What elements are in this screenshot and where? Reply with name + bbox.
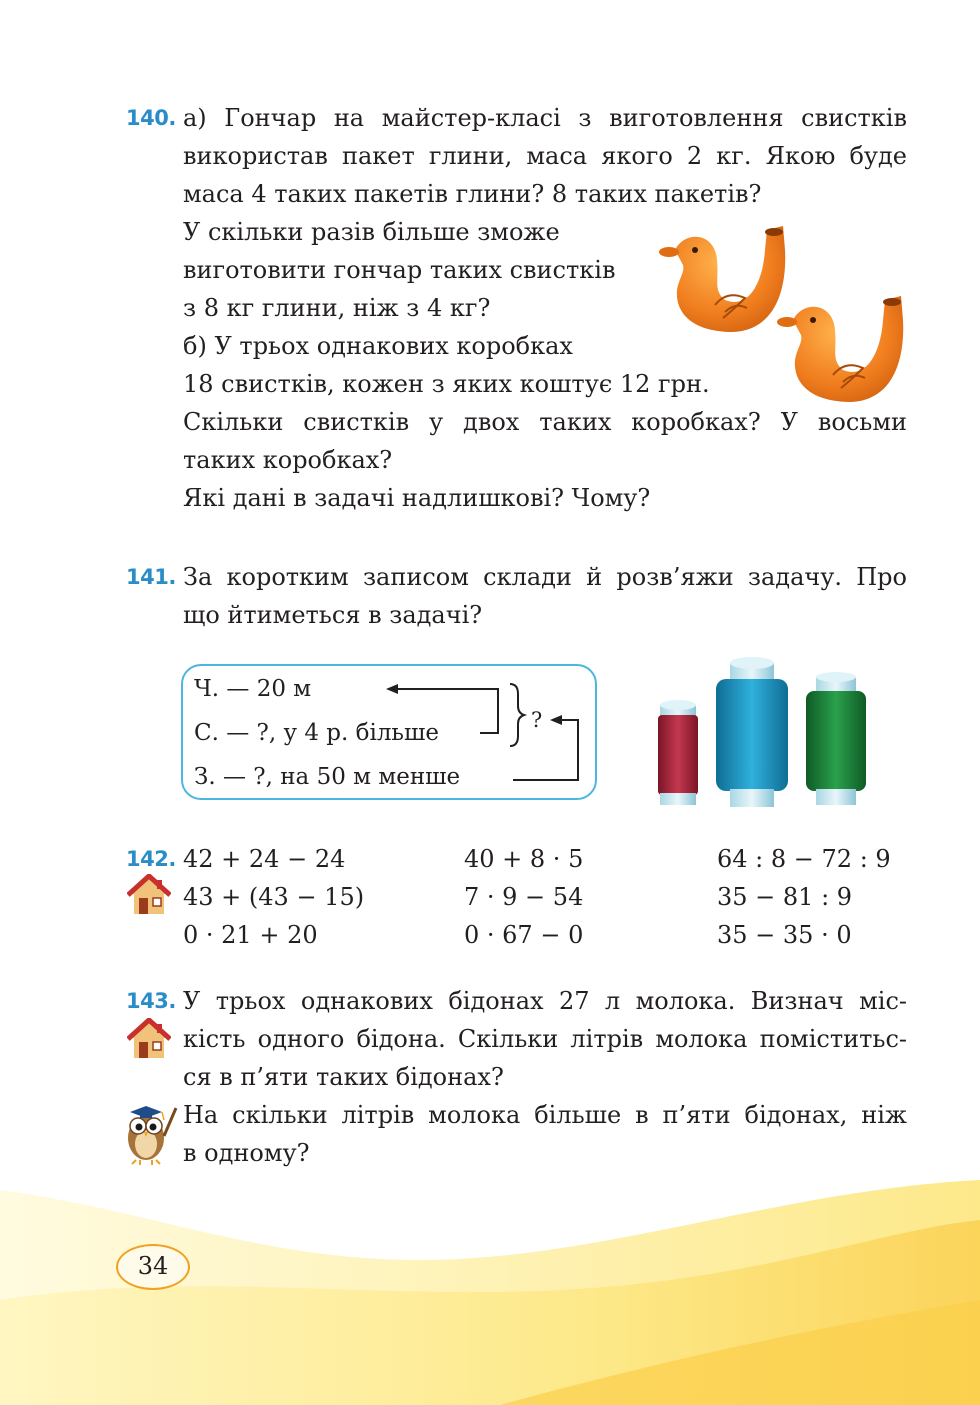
- question-mark: ?: [531, 708, 543, 732]
- task-text-line: з 8 кг глини, ніж з 4 кг?: [183, 294, 491, 322]
- task-text-line: Скільки свистків у двох таких коробках? У восьми: [183, 408, 907, 436]
- task-text-line: кість одного бідона. Скільки літрів молока поміститьс-: [183, 1025, 907, 1053]
- task-number: 142.: [126, 847, 176, 871]
- task-text-line: в одному?: [183, 1139, 310, 1167]
- scheme-line: С. — ?, у 4 р. більше: [194, 720, 439, 746]
- page-number: 34: [137, 1252, 169, 1280]
- home-task-icon: [127, 874, 171, 916]
- expression: 35 − 35 · 0: [717, 921, 852, 949]
- thread-spool-icon: [648, 655, 868, 810]
- scheme-line: Ч. — 20 м: [194, 676, 312, 702]
- task-text-line: ся в п’яти таких бідонах?: [183, 1063, 504, 1091]
- expression: 64 : 8 − 72 : 9: [717, 845, 891, 873]
- task-number: 140.: [126, 106, 176, 130]
- owl-teacher-icon: [118, 1098, 180, 1166]
- task-number: 141.: [126, 565, 176, 589]
- task-text-line: За коротким записом склади й розв’яжи задачу. Про: [183, 563, 907, 591]
- task-text-line: У трьох однакових бідонах 27 л молока. Визнач міс-: [183, 987, 907, 1015]
- task-text-line: таких коробках?: [183, 446, 393, 474]
- clay-bird-whistle-icon: [655, 220, 925, 410]
- expression: 0 · 67 − 0: [464, 921, 584, 949]
- task-text-line: маса 4 таких пакетів глини? 8 таких пакетів?: [183, 180, 762, 208]
- home-task-icon: [127, 1018, 171, 1060]
- task-text-line: На скільки літрів молока більше в п’яти бідонах, ніж: [183, 1101, 907, 1129]
- expression: 42 + 24 − 24: [183, 845, 346, 873]
- task-text-line: а) Гончар на майстер-класі з виготовлення свистків: [183, 104, 907, 132]
- task-text-line: що йтиметься в задачі?: [183, 601, 483, 629]
- task-text-line: б) У трьох однакових коробках: [183, 332, 573, 360]
- expression: 0 · 21 + 20: [183, 921, 318, 949]
- task-number: 143.: [126, 989, 176, 1013]
- task-text-line: використав пакет глини, маса якого 2 кг. Якою буде: [183, 142, 907, 170]
- expression: 7 · 9 − 54: [464, 883, 584, 911]
- expression: 43 + (43 − 15): [183, 883, 365, 911]
- task-text-line: У скільки разів більше зможе: [183, 218, 560, 246]
- expression: 40 + 8 · 5: [464, 845, 584, 873]
- task-text-line: 18 свистків, кожен з яких коштує 12 грн.: [183, 370, 710, 398]
- task-text-line: виготовити гончар таких свистків: [183, 256, 616, 284]
- scheme-line: З. — ?, на 50 м менше: [194, 764, 461, 790]
- task-text-line: Які дані в задачі надлишкові? Чому?: [183, 484, 651, 512]
- expression: 35 − 81 : 9: [717, 883, 853, 911]
